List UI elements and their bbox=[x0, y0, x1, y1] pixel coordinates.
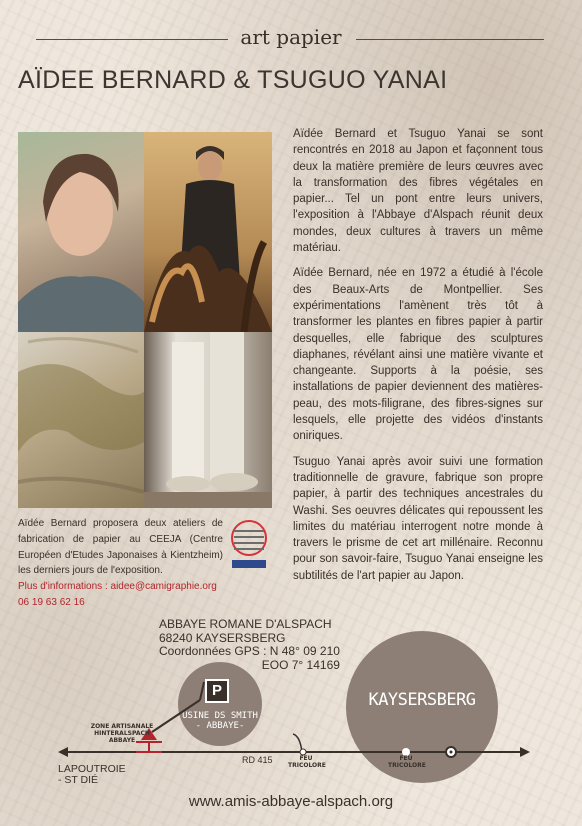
kaysersberg-label: KAYSERSBERG bbox=[368, 690, 476, 710]
photo-paper-texture bbox=[18, 332, 144, 508]
article-text bbox=[293, 126, 543, 593]
gps-east: EOO 7° 14169 bbox=[261, 657, 340, 672]
paragraph-aidee: Aïdée Bernard, née en 1972 a étudié à l'école des Beaux-Arts de Montpellier. Ses expérimentations l'amènent très tôt à transformer les plantes en fibres papier à partir desquelles, elle fabrique des sculptures diaphanes, révélant ainsi une matière vivante et changeante. Supports à la poésie, ses installations de papier deviennent des matières-peau, des mots-filigrane, des fibres-signes sur lesquels, elle projette des vidéos d'instants oniriques. bbox=[293, 267, 543, 443]
photo-aidee-bernard bbox=[18, 132, 144, 332]
road-label: RD 415 bbox=[242, 755, 273, 765]
tricolore-label-1: FEU TRICOLORE bbox=[288, 755, 326, 769]
info-email-link[interactable]: Plus d'informations : aidee@camigraphie.org bbox=[18, 581, 217, 593]
parking-icon: P bbox=[205, 679, 229, 703]
gps-north: Coordonnées GPS : N 48° 09 210 bbox=[159, 644, 340, 658]
paragraph-tsuguo: Tsuguo Yanai après avoir suivi une formation traditionnelle de gravure, fabrique son propre papier, à partir des techniques ancestrales du Washi. Ses oeuvres délicates qui repoussent les limites du matériau interrogent notre monde à travers le prisme de cet art millénaire. Reconnu pour son savoir-faire, Tsuguo Yanai enseigne les subtilités de l'art papier au Japon. bbox=[293, 455, 543, 582]
photo-paper-scrolls bbox=[144, 332, 272, 508]
paragraph-intro: Aïdée Bernard et Tsuguo Yanai se sont rencontrés en 2018 au Japon et façonnent tous deux la matière première de leurs œuvres avec la transformation des fibres végétales en papier... Tel un pont entre leurs univers, l'exposition à l'Abbaye d'Alspach réunit deux mondes, deux cultures à travers un même matériau. bbox=[293, 128, 543, 255]
tricolore-label-2: FEU TRICOLORE bbox=[388, 755, 426, 769]
info-phone[interactable]: 06 19 63 62 16 bbox=[18, 596, 85, 608]
zone-label: ZONE ARTISANALE HINTERALSPACH ABBAYE bbox=[90, 723, 154, 744]
usine-label: USINE DS SMITH - ABBAYE- bbox=[182, 711, 258, 731]
workshop-text: Aïdée Bernard proposera deux ateliers de fabrication de papier au CEEJA (Centre Européen d'Etudes Japonaises à Kientzheim) les derniers jours de l'exposition. bbox=[18, 518, 223, 577]
address-city: 68240 KAYSERSBERG bbox=[159, 630, 286, 645]
page-title: AÏDEE BERNARD & TSUGUO YANAI bbox=[18, 66, 448, 94]
photo-tsuguo-yanai bbox=[144, 132, 272, 332]
address-name: ABBAYE ROMANE D'ALSPACH bbox=[159, 617, 332, 631]
website-link[interactable]: www.amis-abbaye-alspach.org bbox=[188, 793, 394, 810]
workshop-notice bbox=[18, 516, 223, 611]
photo-grid bbox=[18, 132, 272, 508]
lapoutroie-label: LAPOUTROIE - ST DIÉ bbox=[58, 763, 126, 786]
ceeja-logo bbox=[226, 516, 272, 570]
section-label: art papier bbox=[240, 25, 342, 49]
